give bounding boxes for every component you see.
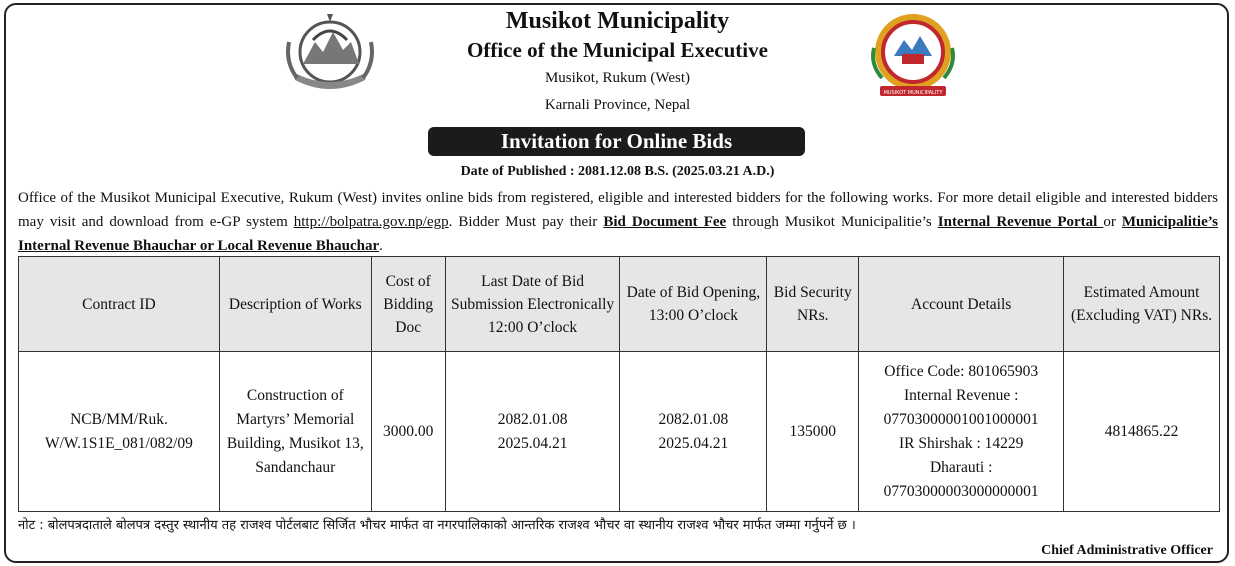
- col-header: Date of Bid Opening, 13:00 O’clock: [620, 257, 767, 352]
- dharauti-label: Dharauti :: [929, 458, 993, 476]
- col-header: Last Date of Bid Submission Electronically 12:00 O’clock: [445, 257, 620, 352]
- account-details-cell: [859, 352, 1064, 512]
- bids-table: [18, 256, 1220, 512]
- description-cell: Construction of Martyrs’ Memorial Building, Musikot 13, Sandanchaur: [219, 352, 371, 512]
- col-header: Cost of Bidding Doc: [371, 257, 445, 352]
- address-line-2: Karnali Province, Nepal: [544, 97, 691, 113]
- bid-security-cell: 135000: [767, 352, 859, 512]
- bhauchar-label: Municipalitie’s Internal Revenue Bhauchar or Local Revenue Bhauchar: [18, 214, 1218, 254]
- revenue-portal-label: Internal Revenue Portal: [937, 214, 1104, 230]
- submission-date-cell: [445, 352, 620, 512]
- col-header: Description of Works: [219, 257, 371, 352]
- intro-text-5: .: [379, 238, 383, 254]
- table-header-row: [19, 257, 1220, 352]
- col-header: Bid Security NRs.: [767, 257, 859, 352]
- bid-fee-label: Bid Document Fee: [603, 214, 727, 230]
- table-row: [19, 352, 1220, 512]
- address-line-1: Musikot, Rukum (West): [544, 70, 691, 86]
- internal-revenue-account: 07703000001001000001: [883, 410, 1039, 428]
- internal-revenue-label: Internal Revenue :: [903, 386, 1019, 404]
- invitation-banner: Invitation for Online Bids: [428, 127, 805, 156]
- dharauti-account: 07703000003000000001: [883, 482, 1039, 500]
- opening-date-cell: [620, 352, 767, 512]
- municipality-title: Musikot Municipality: [505, 8, 730, 34]
- intro-text-2: . Bidder Must pay their: [448, 214, 604, 230]
- submission-date-ad: 2025.04.21: [497, 434, 568, 452]
- opening-date-bs: 2082.01.08: [658, 410, 729, 428]
- col-header: Estimated Amount (Excluding VAT) NRs.: [1064, 257, 1220, 352]
- published-date: Date of Published : 2081.12.08 B.S. (2025.03.21 A.D.): [460, 164, 775, 179]
- estimated-amount-cell: 4814865.22: [1064, 352, 1220, 512]
- signature-title: Chief Administrative Officer: [1041, 543, 1213, 558]
- office-subtitle: Office of the Municipal Executive: [467, 38, 768, 62]
- intro-text-4: or: [1103, 214, 1122, 230]
- contract-id-cell: NCB/MM/Ruk. W/W.1S1E_081/082/09: [19, 352, 220, 512]
- logo-text: MUSIKOT MUNICIPALITY: [883, 90, 943, 96]
- intro-text-3: through Musikot Municipalitie’s: [726, 214, 938, 230]
- col-header: Account Details: [859, 257, 1064, 352]
- ir-shirshak: IR Shirshak : 14229: [898, 434, 1024, 452]
- col-header: Contract ID: [19, 257, 220, 352]
- nepali-note: नोट : बोलपत्रदाताले बोलपत्र दस्तुर स्थानीय तह राजश्व पोर्टलबाट सिर्जित भौचर मार्फत वा नगरपालिकाको आन्तरिक राजश्व भौचर वा स्थानीय राजश्व भौचर मार्फत जम्मा गर्नुपर्ने छ ।: [18, 518, 856, 533]
- intro-text-1: Office of the Musikot Municipal Executive, Rukum (West) invites online bids from registered, eligible and interested bidders for the following works. For more detail eligible and interested bidders may visit and download from e-GP system: [18, 190, 1218, 230]
- cost-cell: 3000.00: [371, 352, 445, 512]
- opening-date-ad: 2025.04.21: [658, 434, 729, 452]
- intro-paragraph: [18, 186, 1218, 258]
- office-code: Office Code: 801065903: [884, 362, 1039, 380]
- egp-link[interactable]: http://bolpatra.gov.np/egp: [293, 214, 449, 230]
- submission-date-bs: 2082.01.08: [497, 410, 568, 428]
